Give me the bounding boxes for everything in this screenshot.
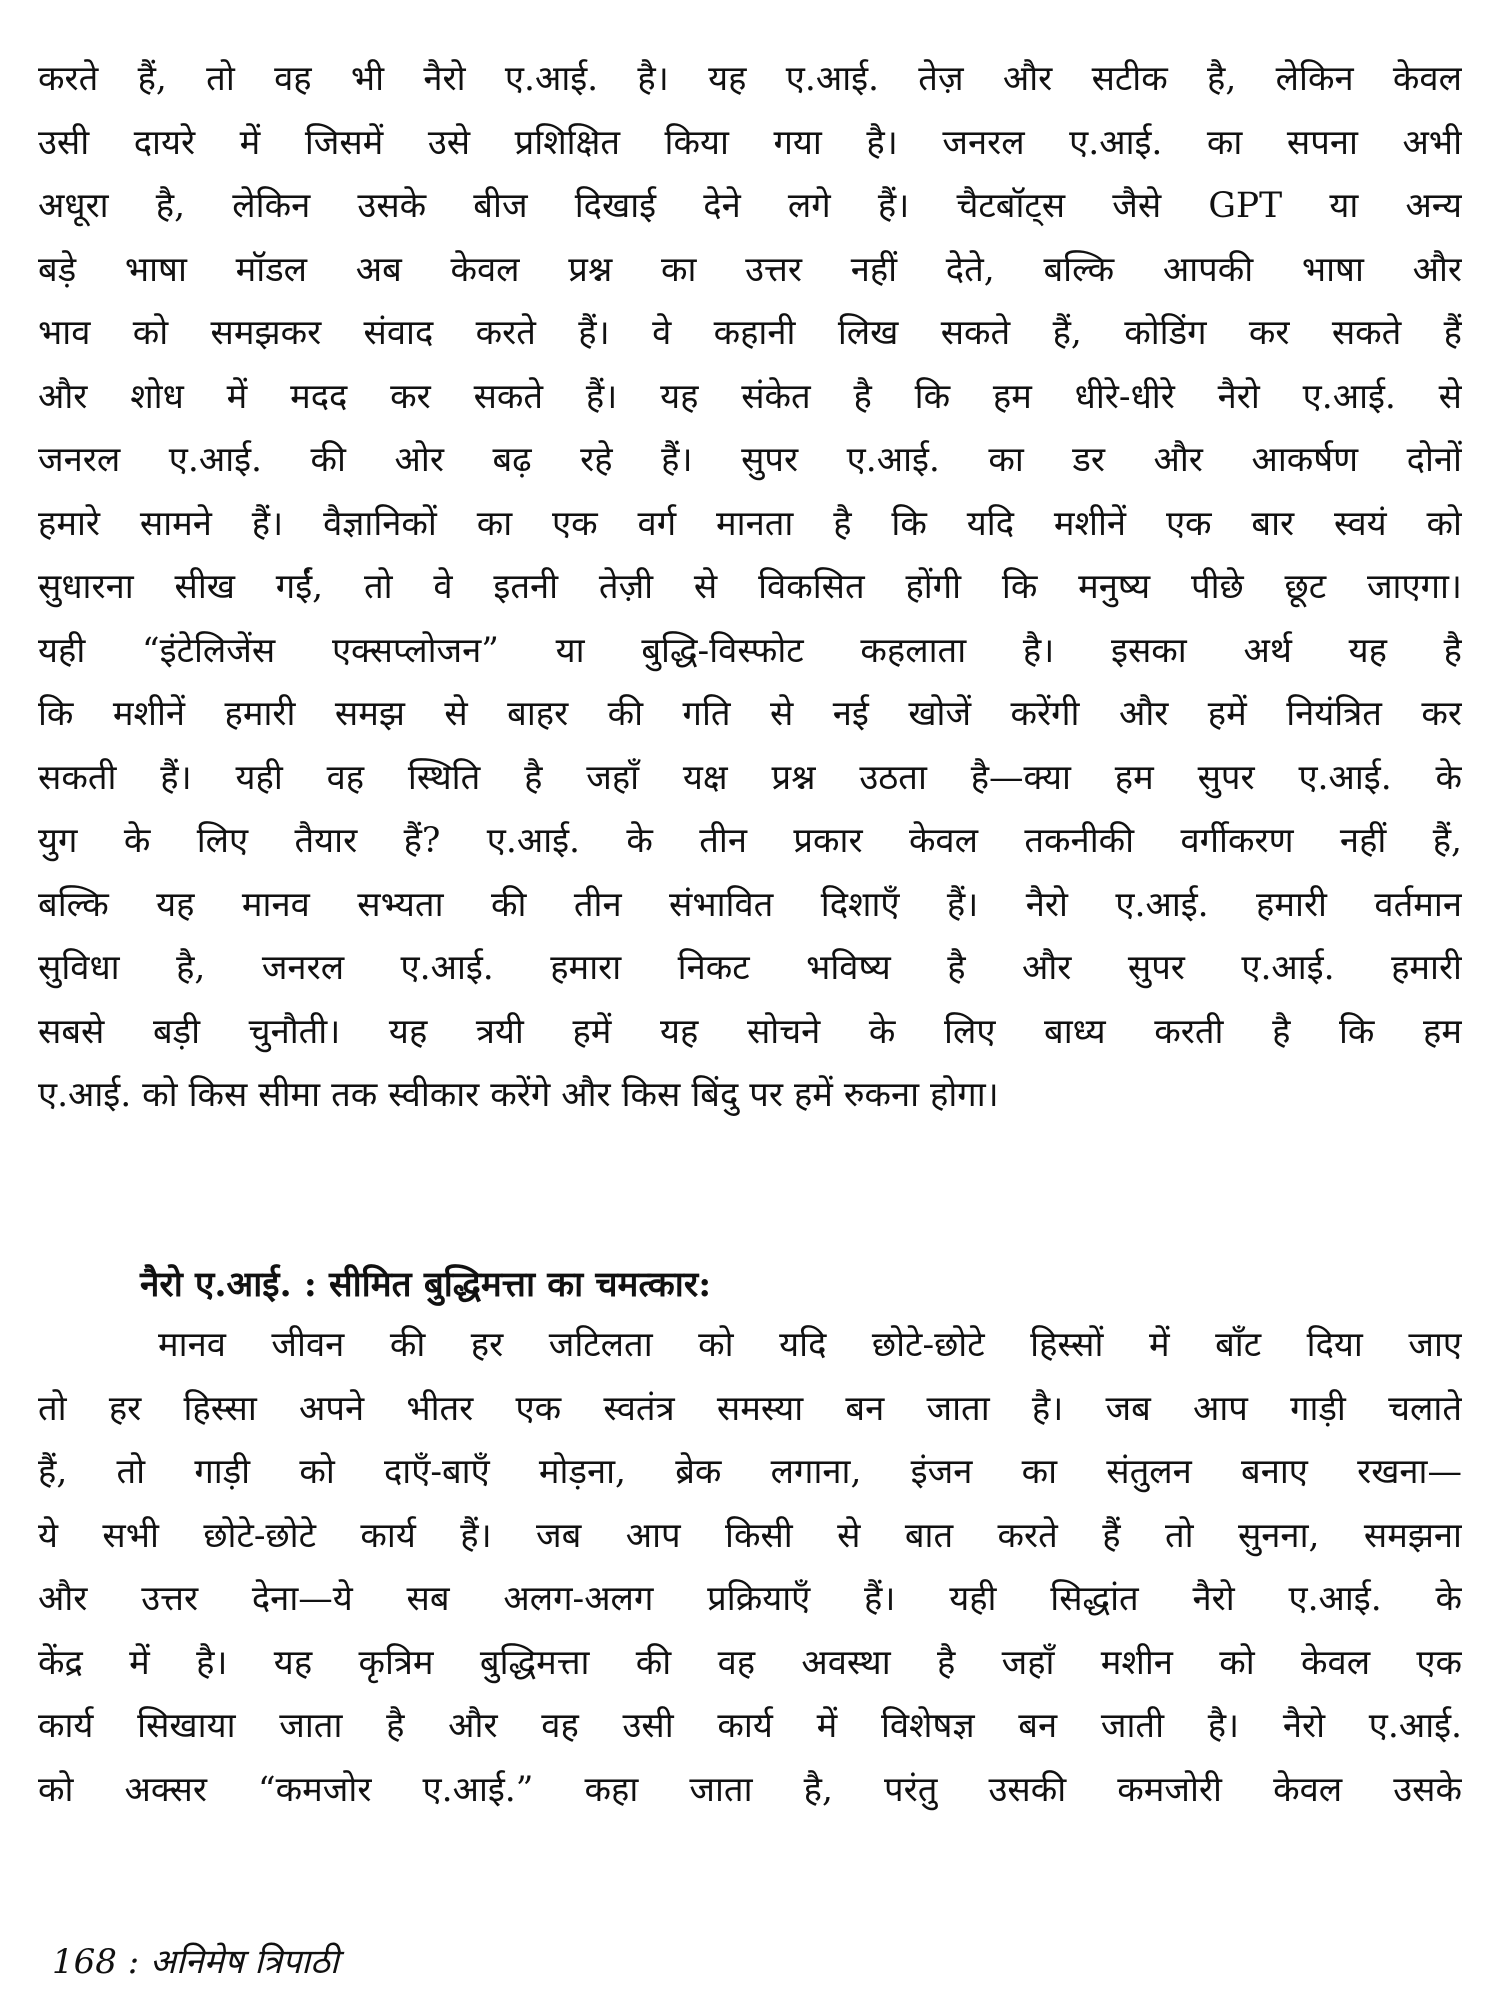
text-line: मानव जीवन की हर जटिलता को यदि छोटे-छोटे हिस्सों में बाँट दिया जाए [158,1325,1462,1365]
text-line: कार्य सिखाया जाता है और वह उसी कार्य में विशेषज्ञ बन जाती है। नैरो ए.आई. [38,1706,1462,1746]
text-line: और उत्तर देना—ये सब अलग-अलग प्रक्रियाएँ हैं। यही सिद्धांत नैरो ए.आई. के [38,1579,1462,1619]
body-paragraph-2 [38,1314,1462,1822]
text-line: सुविधा है, जनरल ए.आई. हमारा निकट भविष्य है और सुपर ए.आई. हमारी [38,948,1462,988]
text-line: भाव को समझकर संवाद करते हैं। वे कहानी लिख सकते हैं, कोडिंग कर सकते हैं [38,313,1462,353]
text-line: बल्कि यह मानव सभ्यता की तीन संभावित दिशाएँ हैं। नैरो ए.आई. हमारी वर्तमान [38,884,1462,925]
page-footer: 168 : अनिमेष त्रिपाठी [52,1942,339,1982]
text-line: उसी दायरे में जिसमें उसे प्रशिक्षित किया गया है। जनरल ए.आई. का सपना अभी [38,122,1462,163]
text-line: हमारे सामने हैं। वैज्ञानिकों का एक वर्ग मानता है कि यदि मशीनें एक बार स्वयं को [38,503,1462,544]
text-line: ये सभी छोटे-छोटे कार्य हैं। जब आप किसी से बात करते हैं तो सुनना, समझना [38,1515,1462,1556]
section-heading: नैरो ए.आई. : सीमित बुद्धिमत्ता का चमत्कार: [140,1264,712,1305]
text-line: हैं, तो गाड़ी को दाएँ-बाएँ मोड़ना, ब्रेक लगाना, इंजन का संतुलन बनाए रखना— [38,1452,1462,1492]
text-line: कि मशीनें हमारी समझ से बाहर की गति से नई खोजें करेंगी और हमें नियंत्रित कर [38,694,1462,734]
text-line: करते हैं, तो वह भी नैरो ए.आई. है। यह ए.आई. तेज़ और सटीक है, लेकिन केवल [38,59,1462,99]
text-line: सुधारना सीख गईं, तो वे इतनी तेज़ी से विकसित होंगी कि मनुष्य पीछे छूट जाएगा। [38,567,1462,607]
text-line: अधूरा है, लेकिन उसके बीज दिखाई देने लगे हैं। चैटबॉट्स जैसे GPT या अन्य [38,186,1462,226]
text-line: यही “इंटेलिजेंस एक्सप्लोजन” या बुद्धि-विस्फोट कहलाता है। इसका अर्थ यह है [38,630,1462,671]
text-line: तो हर हिस्सा अपने भीतर एक स्वतंत्र समस्या बन जाता है। जब आप गाड़ी चलाते [38,1388,1462,1429]
text-line: ए.आई. को किस सीमा तक स्वीकार करेंगे और किस बिंदु पर हमें रुकना होगा। [38,1075,999,1115]
text-line: केंद्र में है। यह कृत्रिम बुद्धिमत्ता की वह अवस्था है जहाँ मशीन को केवल एक [38,1642,1462,1683]
text-line: को अक्सर “कमजोर ए.आई.” कहा जाता है, परंतु उसकी कमजोरी केवल उसके [38,1769,1462,1810]
text-line: सबसे बड़ी चुनौती। यह त्रयी हमें यह सोचने के लिए बाध्य करती है कि हम [38,1011,1462,1052]
body-paragraph-1 [38,48,1462,1128]
text-line: बड़े भाषा मॉडल अब केवल प्रश्न का उत्तर नहीं देते, बल्कि आपकी भाषा और [38,249,1462,290]
text-line: युग के लिए तैयार हैं? ए.आई. के तीन प्रकार केवल तकनीकी वर्गीकरण नहीं हैं, [38,821,1462,861]
text-line: और शोध में मदद कर सकते हैं। यह संकेत है कि हम धीरे-धीरे नैरो ए.आई. से [38,376,1462,417]
text-line: सकती हैं। यही वह स्थिति है जहाँ यक्ष प्रश्न उठता है—क्या हम सुपर ए.आई. के [38,757,1462,798]
text-line: जनरल ए.आई. की ओर बढ़ रहे हैं। सुपर ए.आई. का डर और आकर्षण दोनों [38,440,1462,480]
